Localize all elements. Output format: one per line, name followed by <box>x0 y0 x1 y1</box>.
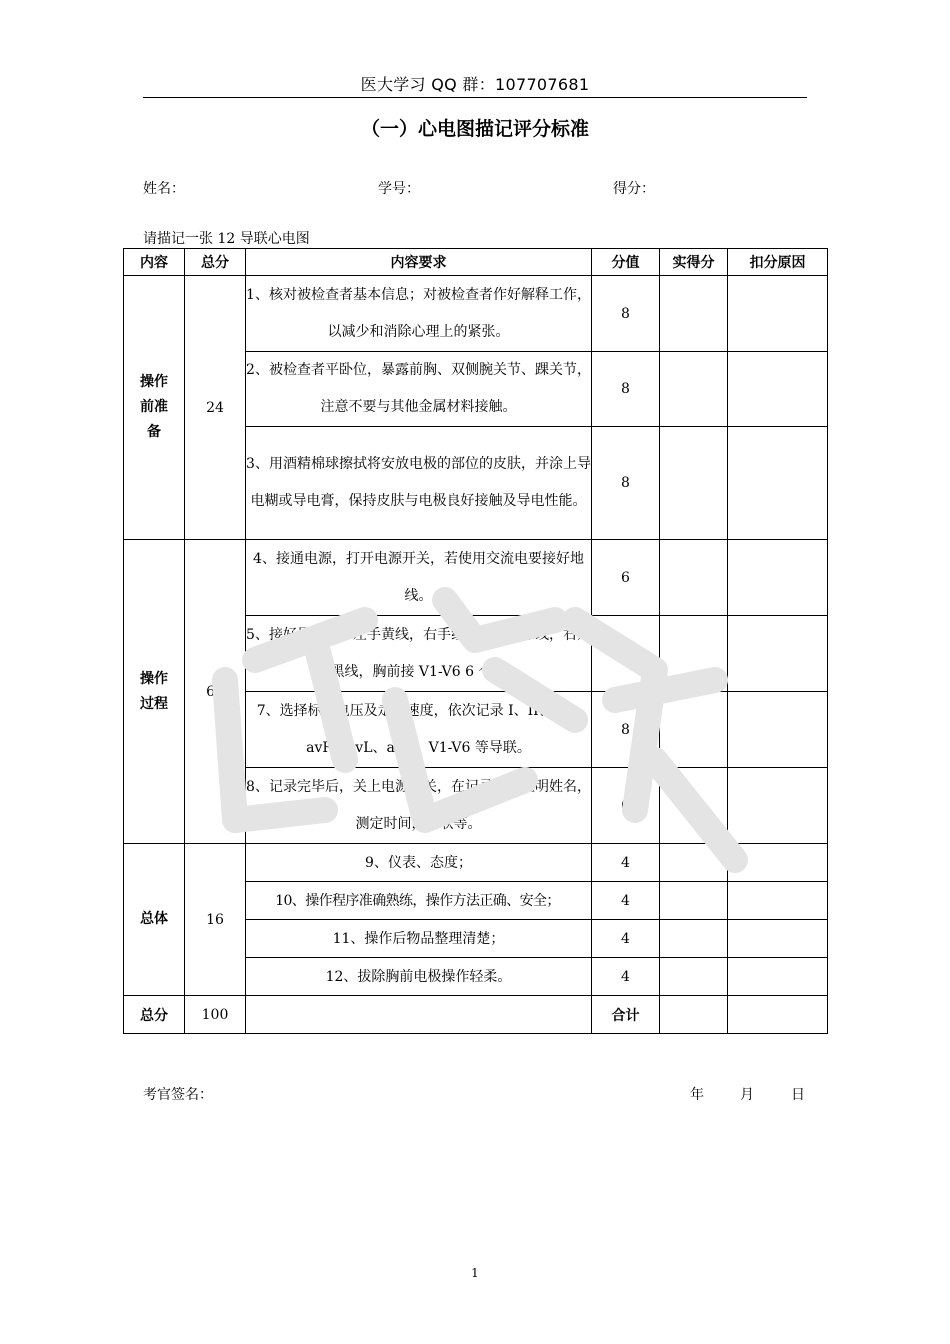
deduction-reason-cell[interactable] <box>728 540 828 616</box>
table-row <box>124 540 828 616</box>
requirement-cell: 8、记录完毕后，关上电源开关，在记录纸上注明姓名，测定时间，导联等。 <box>246 768 592 844</box>
points-cell: 8 <box>592 276 660 352</box>
page-title: （一）心电图描记评分标准 <box>360 118 589 140</box>
actual-score-cell[interactable] <box>660 427 728 540</box>
deduction-reason-cell[interactable] <box>728 958 828 996</box>
category-cell <box>124 276 185 540</box>
deduction-reason-cell[interactable] <box>728 616 828 692</box>
name-field-label: 姓名： <box>143 181 185 197</box>
instruction-text: 请描记一张 12 导联心电图 <box>143 231 310 247</box>
footer-blank-cell <box>246 996 592 1034</box>
actual-score-cell[interactable] <box>660 616 728 692</box>
requirement-cell: 10、操作程序准确熟练，操作方法正确、安全； <box>246 882 592 920</box>
deduction-reason-cell[interactable] <box>728 920 828 958</box>
points-cell: 8 <box>592 352 660 427</box>
page-number: 1 <box>471 1266 479 1280</box>
section-total-cell: 24 <box>185 276 246 540</box>
requirement-cell: 7、选择标准电压及走纸速度，依次记录 I、II、Ⅲ、avR、avL、aVF、V1-V6 等导联。 <box>246 692 592 768</box>
footer-actual-sum-cell[interactable] <box>660 996 728 1034</box>
deduction-reason-cell[interactable] <box>728 882 828 920</box>
table-header-row <box>124 249 828 276</box>
scoring-table <box>123 248 828 1034</box>
actual-score-cell[interactable] <box>660 920 728 958</box>
actual-score-cell[interactable] <box>660 768 728 844</box>
header-rule <box>143 97 807 98</box>
table-row <box>124 276 828 352</box>
requirement-cell: 12、拔除胸前电极操作轻柔。 <box>246 958 592 996</box>
category-label: 总体 <box>140 911 168 927</box>
category-cell <box>124 540 185 844</box>
actual-score-cell[interactable] <box>660 958 728 996</box>
requirement-cell: 2、被检查者平卧位，暴露前胸、双侧腕关节、踝关节，注意不要与其他金属材料接触。 <box>246 352 592 427</box>
requirement-cell: 1、核对被检查者基本信息；对被检查者作好解释工作，以减少和消除心理上的紧张。 <box>246 276 592 352</box>
table-row <box>124 844 828 882</box>
points-cell: 40 <box>592 616 660 692</box>
column-header-actual-score: 实得分 <box>660 249 728 276</box>
header-text: 医大学习 QQ 群：107707681 <box>360 75 590 94</box>
requirement-cell: 11、操作后物品整理清楚； <box>246 920 592 958</box>
column-header-points: 分值 <box>592 249 660 276</box>
deduction-reason-cell[interactable] <box>728 844 828 882</box>
column-header-total: 总分 <box>185 249 246 276</box>
points-cell: 4 <box>592 844 660 882</box>
actual-score-cell[interactable] <box>660 540 728 616</box>
category-label: 操作过程 <box>140 670 168 712</box>
deduction-reason-cell[interactable] <box>728 692 828 768</box>
column-header-content: 内容 <box>124 249 185 276</box>
deduction-reason-cell[interactable] <box>728 276 828 352</box>
score-field-label: 得分： <box>613 181 655 197</box>
date-month-label: 月 <box>740 1087 754 1103</box>
requirement-cell: 4、接通电源，打开电源开关，若使用交流电要接好地线。 <box>246 540 592 616</box>
actual-score-cell[interactable] <box>660 882 728 920</box>
deduction-reason-cell[interactable] <box>728 768 828 844</box>
points-cell: 4 <box>592 958 660 996</box>
actual-score-cell[interactable] <box>660 352 728 427</box>
examiner-signature-label: 考官签名： <box>143 1087 213 1103</box>
points-cell: 4 <box>592 882 660 920</box>
section-total-cell: 16 <box>185 844 246 996</box>
deduction-reason-cell[interactable] <box>728 352 828 427</box>
date-year-label: 年 <box>690 1087 704 1103</box>
category-cell <box>124 844 185 996</box>
actual-score-cell[interactable] <box>660 844 728 882</box>
footer-total-label: 总分 <box>124 996 185 1034</box>
points-cell: 8 <box>592 427 660 540</box>
points-cell: 6 <box>592 768 660 844</box>
points-cell: 6 <box>592 540 660 616</box>
requirement-cell: 5、接好导联线，左手黄线，右手红线，左足绿线，右足黑线，胸前接 V1-V6 6 个。 <box>246 616 592 692</box>
student-id-field-label: 学号： <box>378 181 420 197</box>
column-header-requirements: 内容要求 <box>246 249 592 276</box>
date-day-label: 日 <box>791 1087 805 1103</box>
requirement-cell: 3、用酒精棉球擦拭将安放电极的部位的皮肤，并涂上导电糊或导电膏，保持皮肤与电极良好接触及导电性能。 <box>246 427 592 540</box>
footer-sum-label: 合计 <box>592 996 660 1034</box>
deduction-reason-cell[interactable] <box>728 427 828 540</box>
footer-reason-cell[interactable] <box>728 996 828 1034</box>
requirement-cell: 9、仪表、态度； <box>246 844 592 882</box>
section-total-cell: 60 <box>185 540 246 844</box>
column-header-deduction-reason: 扣分原因 <box>728 249 828 276</box>
points-cell: 8 <box>592 692 660 768</box>
points-cell: 4 <box>592 920 660 958</box>
actual-score-cell[interactable] <box>660 276 728 352</box>
actual-score-cell[interactable] <box>660 692 728 768</box>
table-footer-row <box>124 996 828 1034</box>
category-label: 操作前准备 <box>140 374 168 440</box>
footer-total-value: 100 <box>185 996 246 1034</box>
